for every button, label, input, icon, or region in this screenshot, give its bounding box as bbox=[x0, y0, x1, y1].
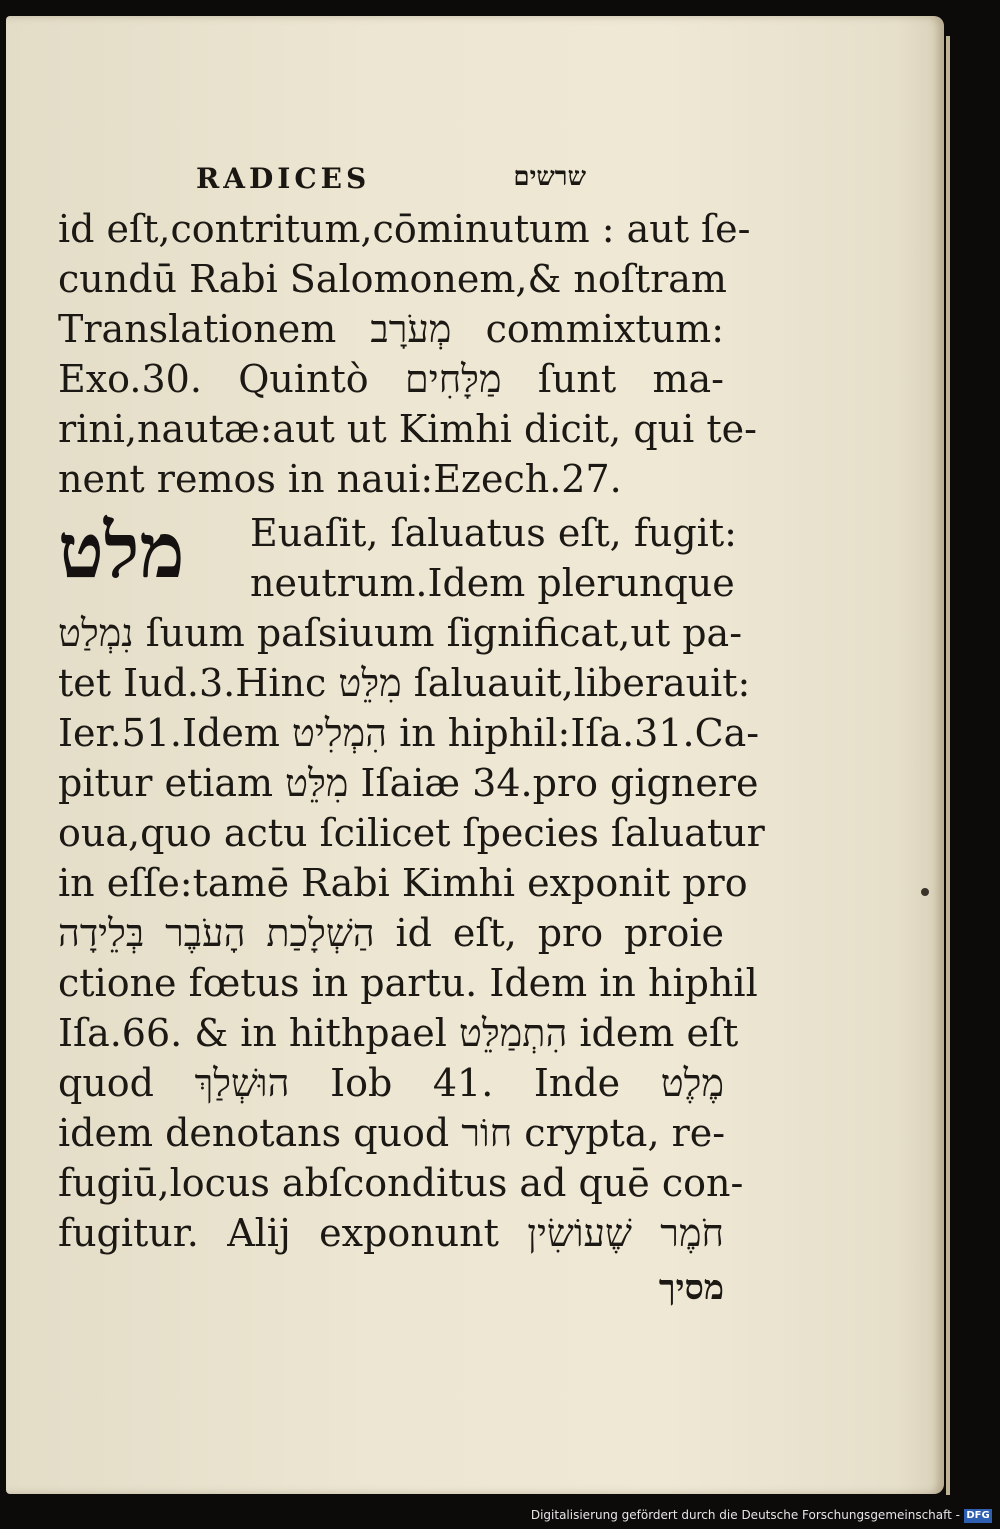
text-line: Translationem מְעֹרָב commixtum: bbox=[58, 307, 724, 351]
digitization-credit: Digitalisierung gefördert durch die Deutsche Forschungsgemeinschaft - bbox=[530, 1508, 960, 1522]
entry-heading-hebrew: מלט bbox=[58, 506, 185, 595]
text-line: Euaſit, ſaluatus eſt, fugit: bbox=[250, 511, 737, 555]
text-line: fugitur. Alij exponunt חֹמֶר שֶׁעוֹשִׂין bbox=[58, 1211, 724, 1255]
text-line: oua,quo actu ſcilicet ſpecies ſaluatur bbox=[58, 811, 765, 855]
text-line: neutrum.Idem plerunque bbox=[250, 561, 735, 605]
running-head-hebrew: שרשים bbox=[513, 162, 586, 192]
text-line: נִמְלַט ſuum paſsiuum ſignificat,ut pa- bbox=[58, 611, 743, 655]
text-line: Exo.30. Quintò מַלָּחִים ſunt ma- bbox=[58, 357, 725, 401]
text-line: nent remos in naui:Ezech.27. bbox=[58, 457, 622, 501]
text-line: pitur etiam מִלֵּט Iſaiæ 34.pro gignere bbox=[58, 761, 759, 805]
text-line: idem denotans quod חוֹר crypta, re- bbox=[58, 1111, 726, 1155]
paper-speck bbox=[921, 888, 929, 896]
text-line: Iſa.66. & in hithpael הִתְמַלֵּט idem eſt bbox=[58, 1011, 739, 1055]
dfg-logo-icon: DFG bbox=[964, 1509, 992, 1523]
catchword: מסיך bbox=[658, 1268, 724, 1308]
text-line: tet Iud.3.Hinc מִלֵּט ſaluauit,liberauit: bbox=[58, 661, 751, 705]
text-line: ctione fœtus in partu. Idem in hiphil bbox=[58, 961, 758, 1005]
text-line: quod הוּשְׁלַךְ Iob 41. Inde מֶלֶט bbox=[58, 1061, 724, 1105]
text-line: cundū Rabi Salomonem,& noſtram bbox=[58, 257, 727, 301]
running-head-latin: RADICES bbox=[196, 162, 371, 195]
text-line: fugiū,locus abſconditus ad quē con- bbox=[58, 1161, 744, 1205]
text-line: id eſt,contritum,cōminutum : aut ſe- bbox=[58, 207, 751, 251]
page-edge bbox=[946, 36, 950, 1506]
text-line: in eſſe:tamē Rabi Kimhi exponit pro bbox=[58, 861, 748, 905]
footer-bar bbox=[0, 1495, 1000, 1529]
running-head bbox=[196, 162, 586, 202]
text-line: הַשְׁלָכַת הָעֹבֶר בְּלֵידָה id eſt, pro proie bbox=[58, 911, 724, 955]
text-line: Ier.51.Idem הִמְלִיט in hiphil:Iſa.31.Ca- bbox=[58, 711, 760, 755]
book-page bbox=[6, 16, 944, 1494]
text-line: rini,nautæ:aut ut Kimhi dicit, qui te- bbox=[58, 407, 757, 451]
